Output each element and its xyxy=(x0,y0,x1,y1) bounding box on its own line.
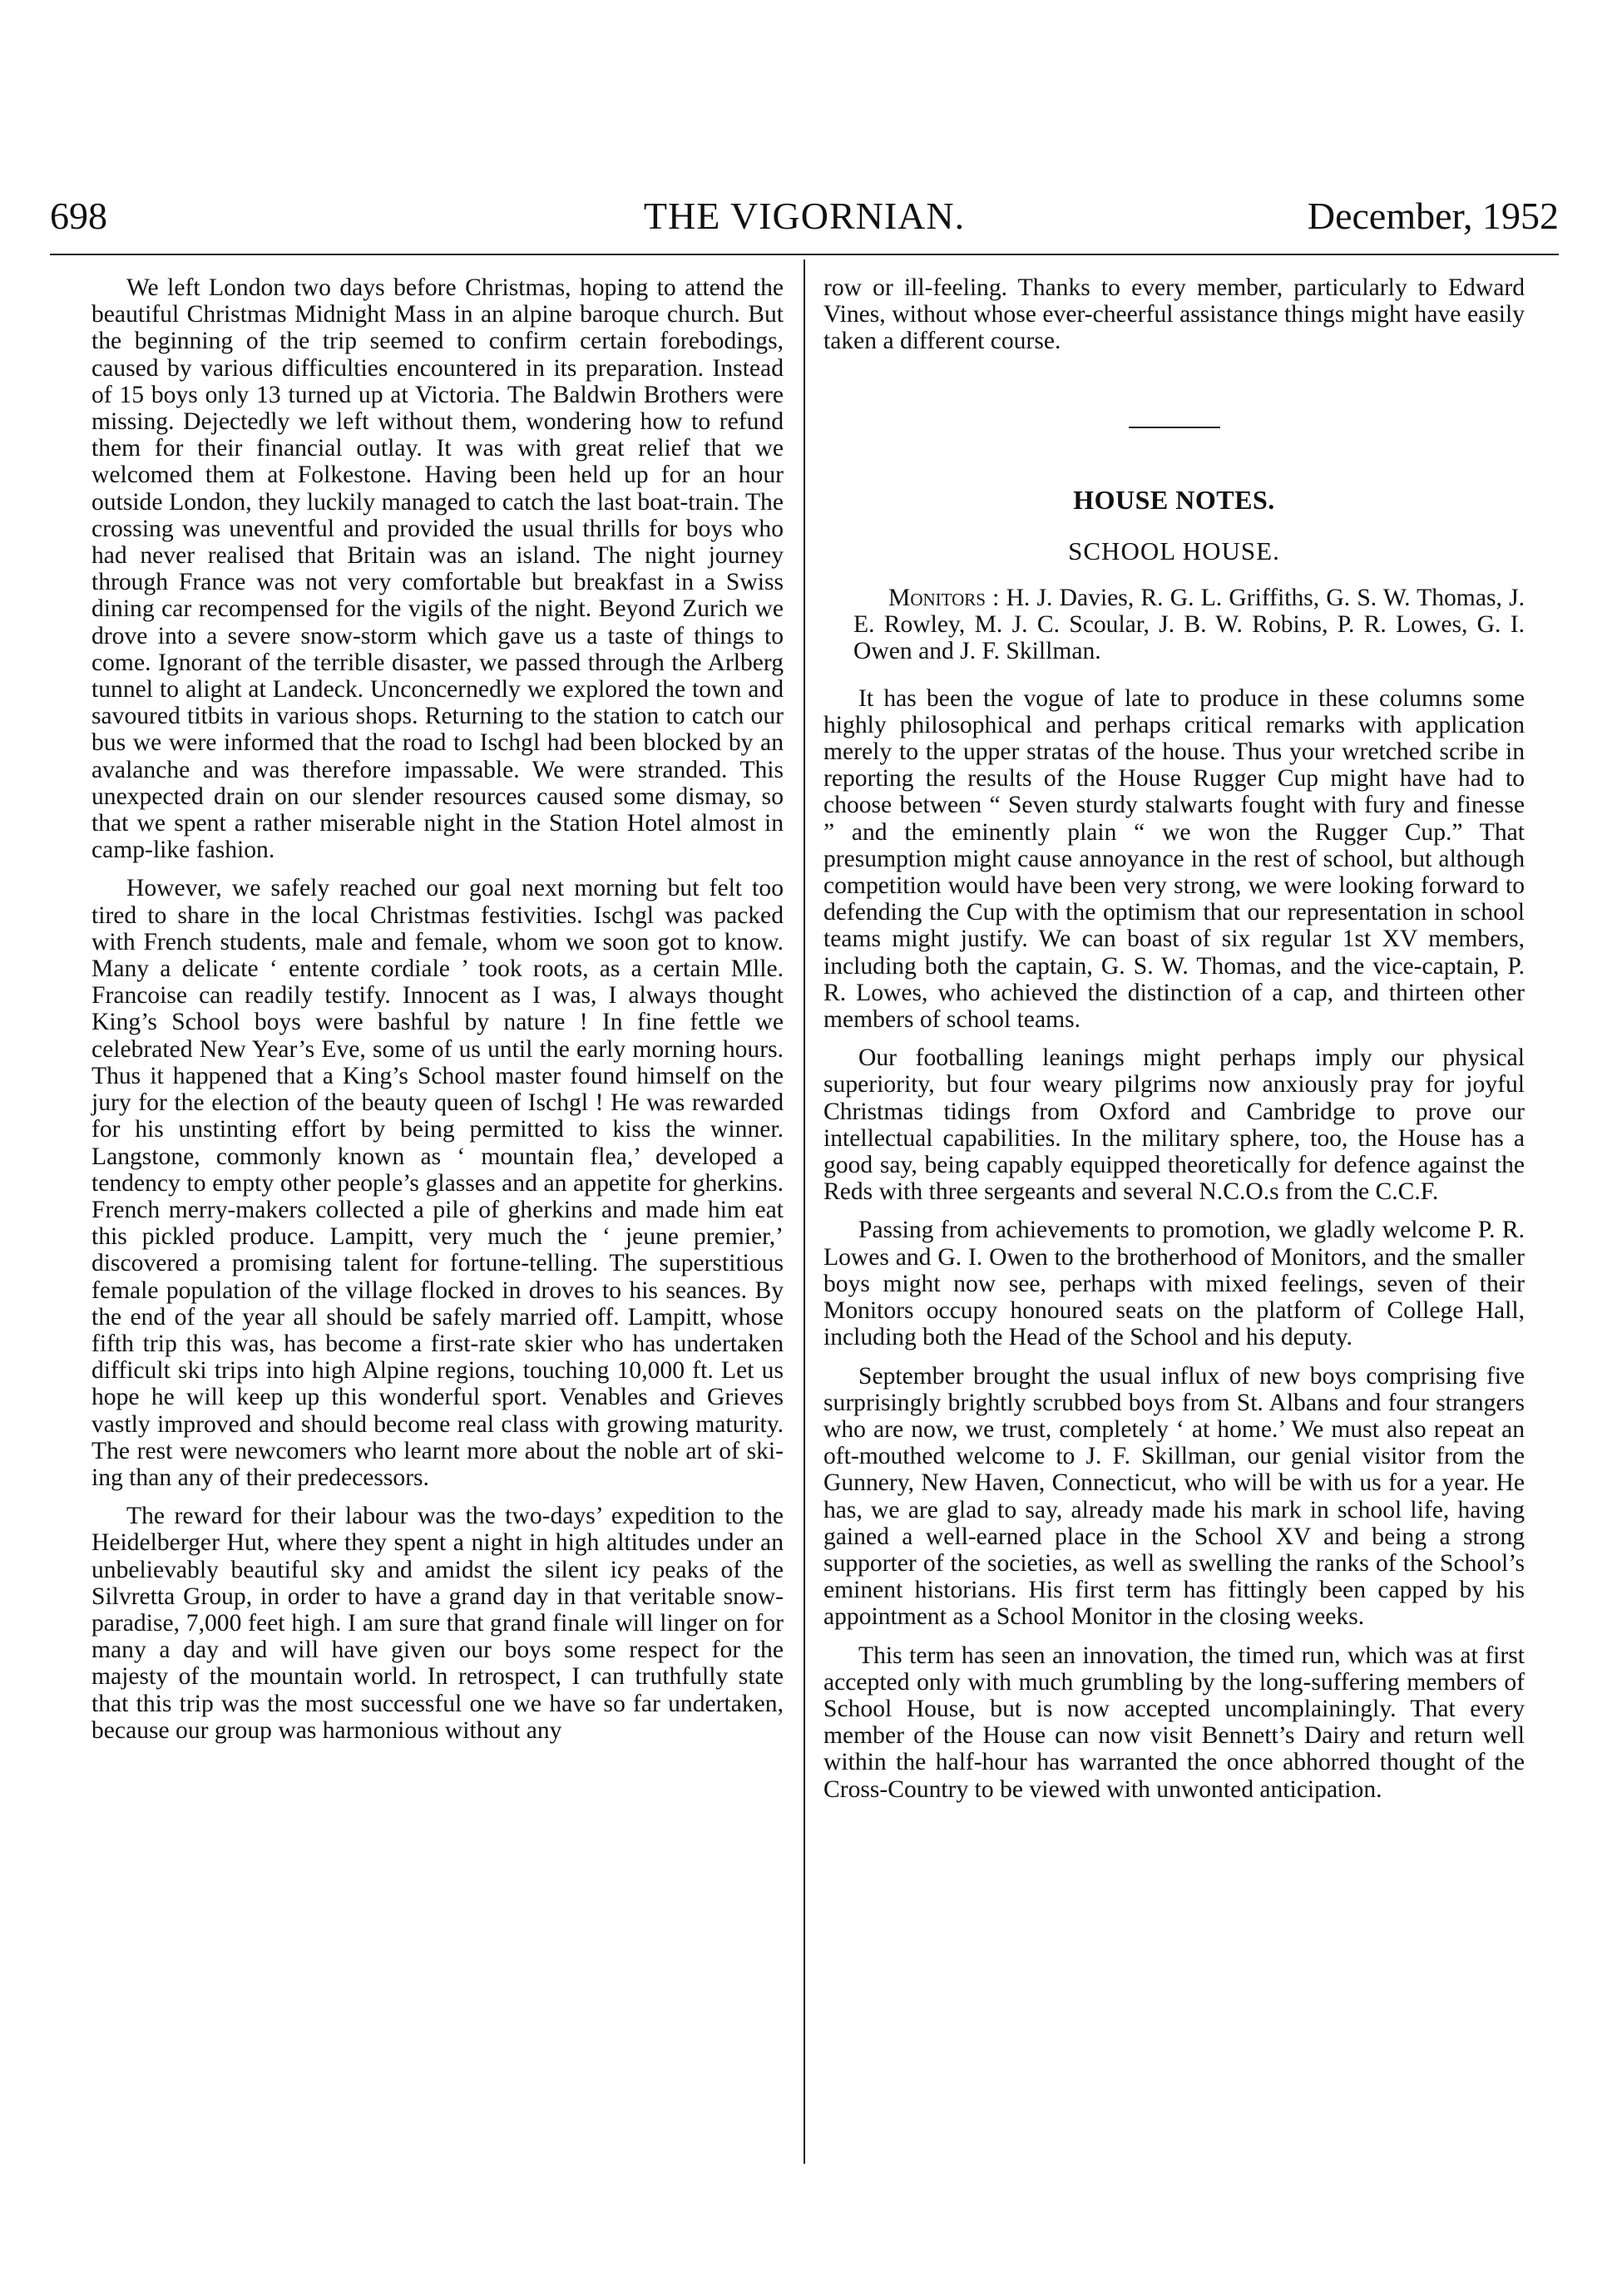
left-paragraph: The reward for their labour was the two-days’ expedition to the Heidelberger Hut, where they spent a night in high altitudes under an unbelievably beautiful sky and amidst the silent icy peaks of the Silvretta Group, in order to have a grand day in that veritable snow-paradise, 7,000 feet high. I am sure that grand finale will linger on for many a day and will have given our boys some respect for the majesty of the mountain world. In retrospect, I can truthfully state that this trip was the most successful one we have so far undertaken, because our group was harmonious without any xyxy=(91,1503,784,1744)
left-paragraph: However, we safely reached our goal next morning but felt too tired to share in the local Christmas festivities. Ischgl was packed with French students, male and female, whom we soon got to know. Many a delicate ‘ entente cordiale ’ took roots, as a certain Mlle. Francoise can readily testify. Innocent as I was, I always thought King’s School boys were bashful by nature ! In fine fettle we celebrated New Year’s Eve, some of us until the early morning hours. Thus it happened that a King’s School master found himself on the jury for the election of the beauty queen of Ischgl ! He was rewarded for his unstinting effort by being permitted to kiss the winner. Langstone, commonly known as ‘ mountain flea,’ developed a tendency to empty other people’s glasses and an appetite for gherkins. French merry-makers collected a pile of gherkins and made him eat this pickled produce. Lampitt, very much the ‘ jeune premier,’ discovered a promising talent for fortune-telling. The superstitious female population of the village flocked in droves to his seances. By the end of the year all should be safely married off. Lampitt, whose fifth trip this was, has become a first-rate skier who has undertaken difficult ski trips into high Alpine regions, touching 10,000 ft. Let us hope he will keep up this wonderful sport. Venables and Grieves vastly improved and should become real class with growing maturity. The rest were newcomers who learnt more about the noble art of ski-ing than any of their predecessors. xyxy=(91,875,784,1491)
right-column xyxy=(823,274,1525,1815)
left-paragraph: We left London two days before Christmas, hoping to attend the beautiful Christmas Midnight Mass in an alpine baroque church. But the beginning of the trip seemed to confirm certain forebodings, caused by various difficulties encountered in its preparation. Instead of 15 boys only 13 turned up at Victoria. The Baldwin Brothers were missing. Dejectedly we left without them, wondering how to refund them for their financial outlay. It was with great relief that we welcomed them at Folkestone. Having been held up for an hour outside London, they luckily managed to catch the last boat-train. The crossing was uneventful and provided the usual thrills for boys who had never realised that Britain was an island. The night journey through France was not very comfortable but breakfast in a Swiss dining car recompensed for the vigils of the night. Beyond Zurich we drove into a severe snow-storm which gave us a taste of things to come. Ignorant of the terrible disaster, we passed through the Arlberg tunnel to alight at Landeck. Unconcernedly we explored the town and savoured titbits in various shops. Returning to the station to catch our bus we were informed that the road to Ischgl had been blocked by an avalanche and was therefore impassable. We were stranded. This unexpected drain on our slender resources caused some dismay, so that we spent a rather miserable night in the Station Hotel almost in camp-like fashion. xyxy=(91,274,784,864)
publication-title: THE VIGORNIAN. xyxy=(643,195,966,237)
section-heading: HOUSE NOTES. xyxy=(1073,484,1275,515)
monitors-label: Monitors : xyxy=(888,585,1000,612)
right-paragraph: This term has seen an innovation, the timed run, which was at first accepted only with much grumbling by the long-suffering members of School House, but is now accepted uncomplainingly. That every member of the House can now visit Bennett’s Dairy and return well within the half-hour has warranted the once abhorred thought of the Cross-Country to be viewed with unwonted anticipation. xyxy=(823,1642,1525,1803)
right-paragraph: Passing from achievements to promotion, we gladly welcome P. R. Lowes and G. I. Owen to the brotherhood of Monitors, and the smaller boys might now see, perhaps with mixed feelings, seven of their Monitors occupy honoured seats on the platform of College Hall, including both the Head of the School and his deputy. xyxy=(823,1217,1525,1351)
section-divider xyxy=(1129,427,1220,428)
continued-paragraph: row or ill-feeling. Thanks to every member, particularly to Edward Vines, without whose ever-cheerful assistance things might have easily taken a different course. xyxy=(823,274,1525,355)
right-paragraph: Our footballing leanings might perhaps imply our physical superiority, but four weary pilgrims now anxiously pray for joyful Christmas tidings from Oxford and Cambridge to prove our intellectual capabilities. In the military sphere, too, the House has a good say, being capably equipped theoretically for defence against the Reds with three sergeants and several N.C.O.s from the C.C.F. xyxy=(823,1044,1525,1206)
header-rule xyxy=(50,254,1559,255)
section-subheading: SCHOOL HOUSE. xyxy=(1068,536,1280,565)
column-divider xyxy=(804,259,805,2164)
issue-date: December, 1952 xyxy=(1307,195,1559,237)
page-header xyxy=(50,194,1559,244)
left-column xyxy=(91,274,784,1755)
page-number: 698 xyxy=(50,195,107,237)
right-paragraph: September brought the usual influx of new boys comprising five surprisingly brightly scrubbed boys from St. Albans and four strangers who are now, we trust, completely ‘ at home.’ We must also repeat an oft-mouthed welcome to J. F. Skillman, our genial visitor from the Gunnery, New Haven, Connecticut, who will be with us for a year. He has, we are glad to say, already made his mark in school life, having gained a well-earned place in the School XV and being a strong supporter of the societies, as well as swelling the ranks of the School’s eminent historians. His first term has fittingly been capped by his appointment as a School Monitor in the closing weeks. xyxy=(823,1362,1525,1631)
monitors-list xyxy=(823,585,1525,665)
right-paragraph: It has been the vogue of late to produce in these columns some highly philosophical and perhaps critical remarks with application merely to the upper stratas of the house. Thus your wretched scribe in reporting the results of the House Rugger Cup might have had to choose between “ Seven sturdy stalwarts fought with fury and finesse ” and the eminently plain “ we won the Rugger Cup.” That presumption might cause annoyance in the rest of school, but although competition would have been very strong, we were looking forward to defending the Cup with the optimism that our representation in school teams might justify. We can boast of six regular 1st XV members, including both the captain, G. S. W. Thomas, and the vice-captain, P. R. Lowes, who achieved the distinction of a cap, and thirteen other members of school teams. xyxy=(823,684,1525,1034)
monitors-names: H. J. Davies, R. G. L. Griffiths, G. S. W. Thomas, J. E. Rowley, M. J. C. Scoular, J. B. W. Robins, P. R. Lowes, G. I. Owen and J. F. Skillman. xyxy=(853,585,1525,665)
